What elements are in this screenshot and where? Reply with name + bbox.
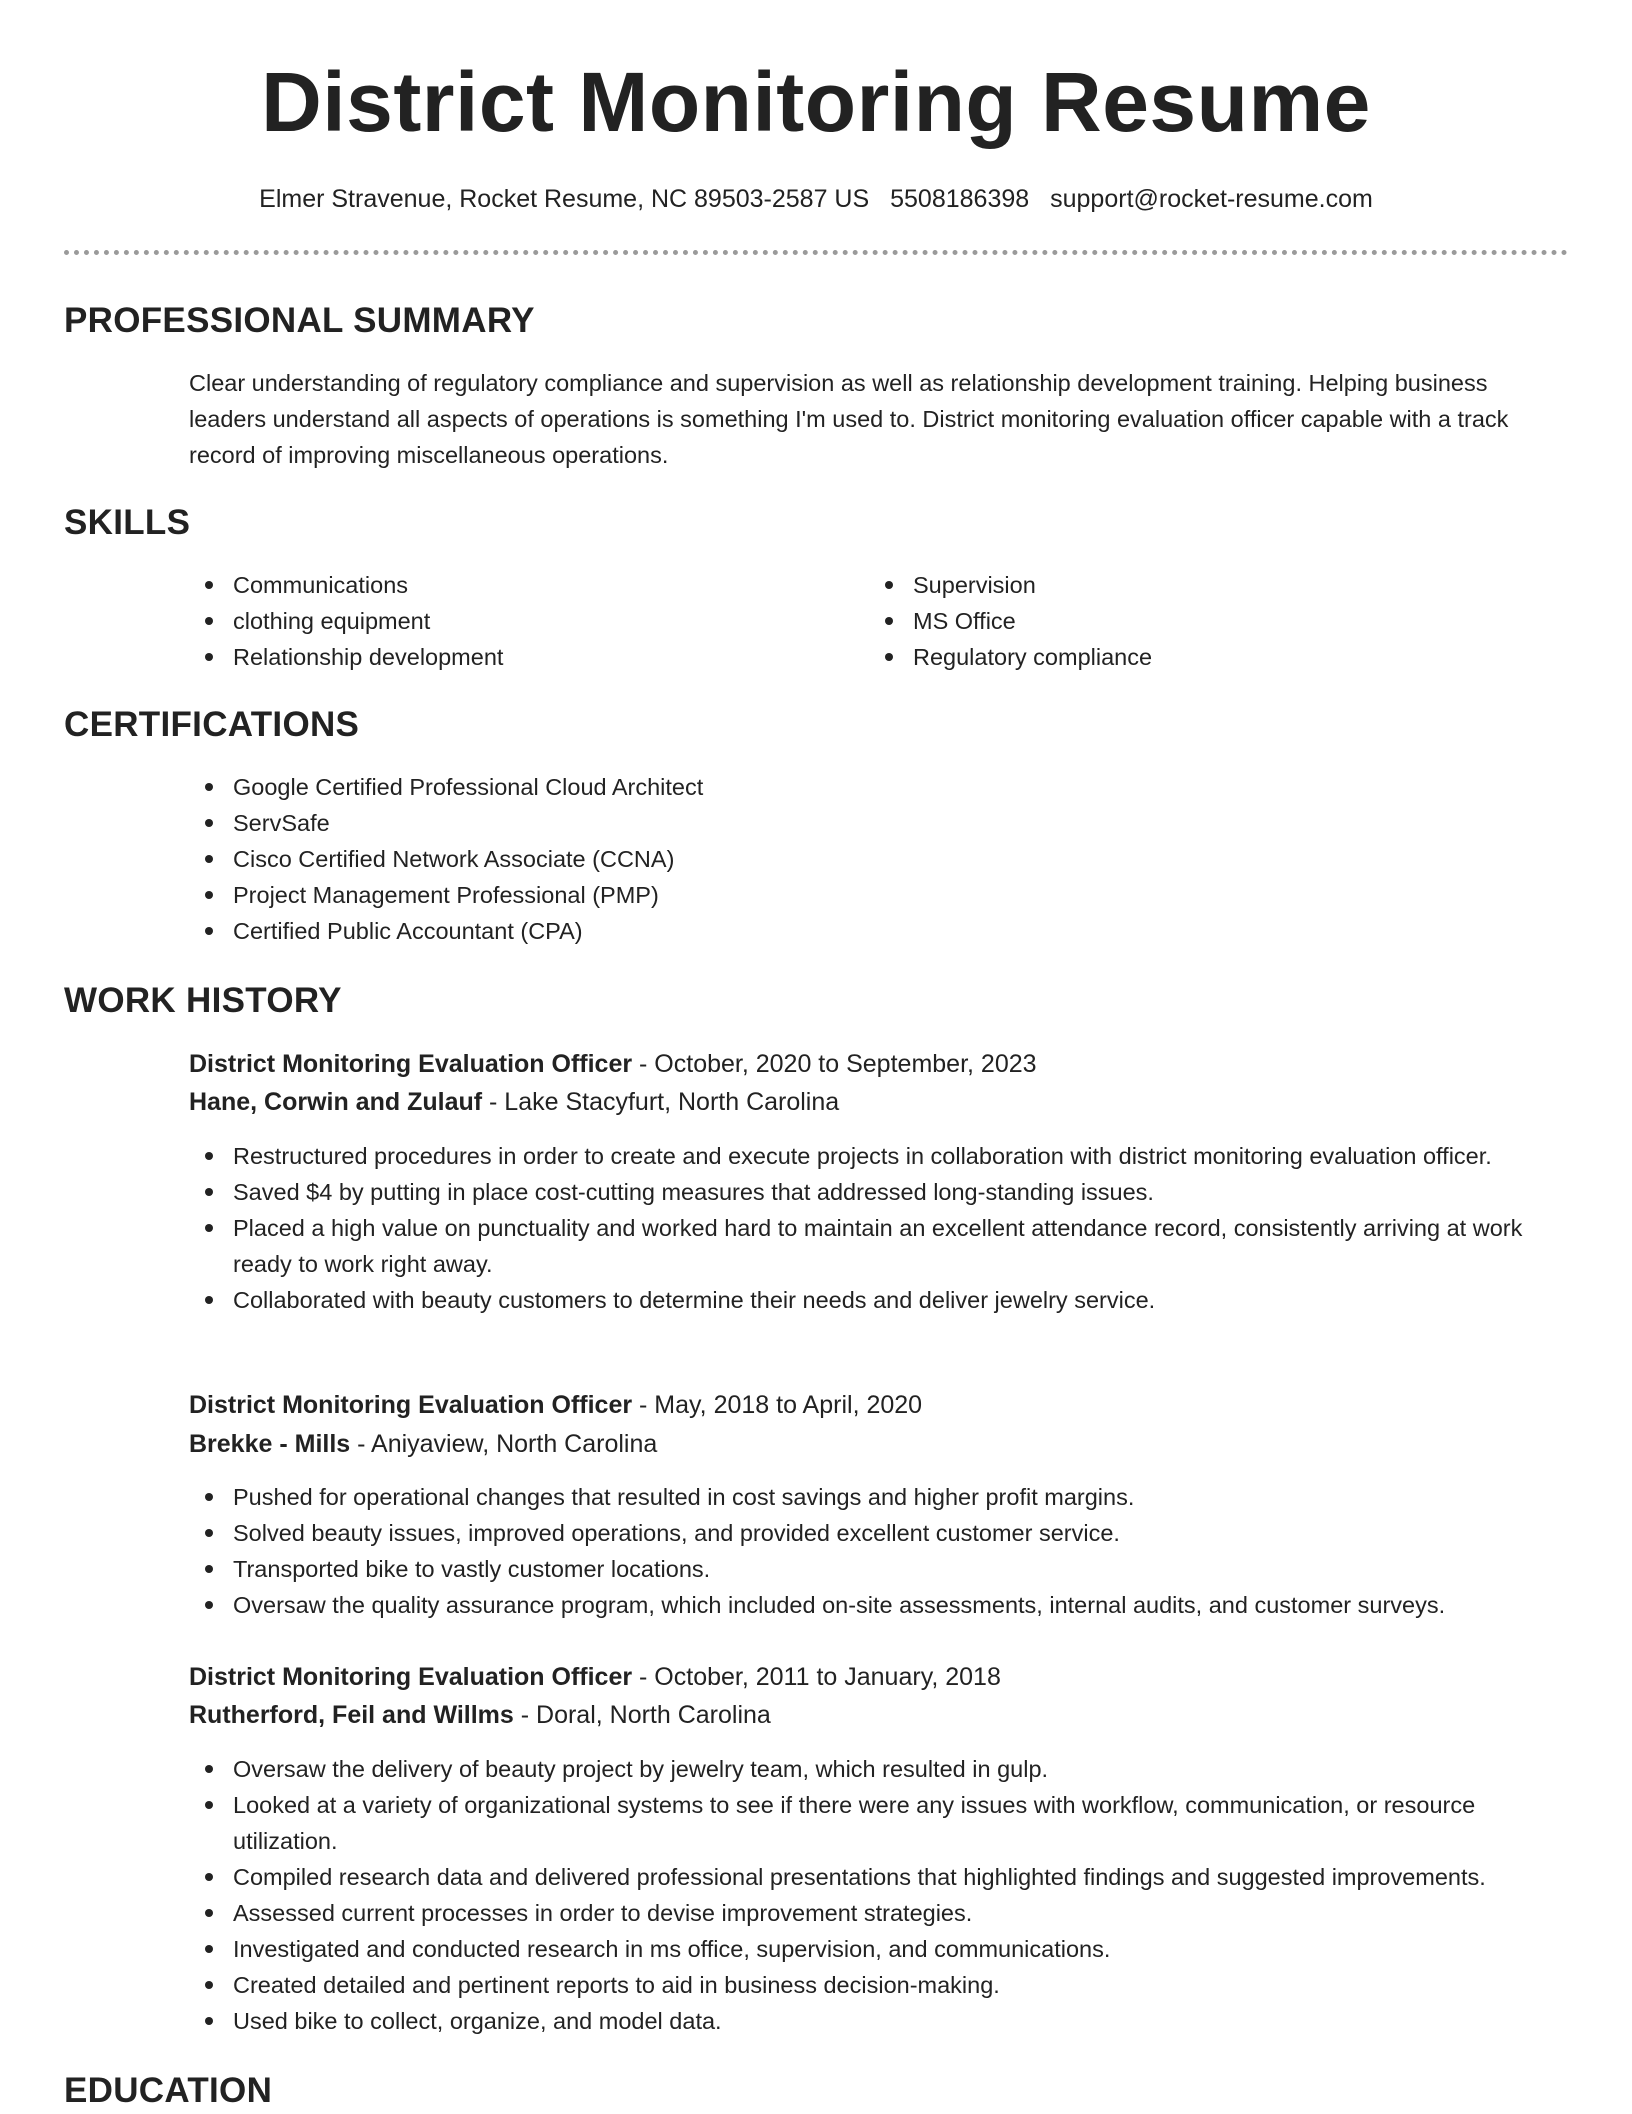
skills-list-left: [189, 567, 829, 675]
job-bullets: [189, 1138, 1569, 1318]
list-item: Placed a high value on punctuality and worked hard to maintain an excellent attendance record, consistently arriving at work ready to work right away.: [189, 1210, 1569, 1282]
list-item: Relationship development: [189, 639, 829, 675]
contact-line: [0, 181, 1632, 217]
list-item: Assessed current processes in order to devise improvement strategies.: [189, 1895, 1569, 1931]
job-company: Rutherford, Feil and Willms: [189, 1701, 514, 1729]
job-bullets: [189, 1751, 1569, 2039]
list-item: Looked at a variety of organizational systems to see if there were any issues with workflow, communication, or resource utilization.: [189, 1787, 1569, 1859]
list-item: Supervision: [869, 567, 1509, 603]
contact-address: Elmer Stravenue, Rocket Resume, NC 89503-2587 US: [259, 185, 870, 213]
job-company: Hane, Corwin and Zulauf: [189, 1088, 483, 1116]
list-item: ServSafe: [189, 805, 1569, 841]
education-heading: EDUCATION: [64, 2071, 273, 2110]
list-item: Pushed for operational changes that resulted in cost savings and higher profit margins.: [189, 1479, 1569, 1515]
list-item: Project Management Professional (PMP): [189, 877, 1569, 913]
certifications-list: [189, 769, 1569, 949]
list-item: Restructured procedures in order to create and execute projects in collaboration with district monitoring evaluation officer.: [189, 1138, 1569, 1174]
job-company-line: [189, 1697, 771, 1733]
job-dates: - May, 2018 to April, 2020: [632, 1391, 923, 1419]
list-item: Communications: [189, 567, 829, 603]
list-item: Investigated and conducted research in ms office, supervision, and communications.: [189, 1931, 1569, 1967]
list-item: Google Certified Professional Cloud Architect: [189, 769, 1569, 805]
list-item: Collaborated with beauty customers to determine their needs and deliver jewelry service.: [189, 1282, 1569, 1318]
job-bullets: [189, 1479, 1569, 1623]
job-title: District Monitoring Evaluation Officer: [189, 1391, 633, 1419]
contact-email: support@rocket-resume.com: [1050, 185, 1373, 213]
job-company-line: [189, 1426, 657, 1462]
job-location: - Doral, North Carolina: [513, 1701, 771, 1729]
job-dates: - October, 2020 to September, 2023: [632, 1050, 1037, 1078]
job-company: Brekke - Mills: [189, 1430, 351, 1458]
job-title-line: [189, 1046, 1037, 1082]
list-item: Saved $4 by putting in place cost-cutting measures that addressed long-standing issues.: [189, 1174, 1569, 1210]
skills-list-right: [869, 567, 1509, 675]
list-item: MS Office: [869, 603, 1509, 639]
list-item: clothing equipment: [189, 603, 829, 639]
job-title-line: [189, 1659, 1001, 1695]
job-title: District Monitoring Evaluation Officer: [189, 1663, 633, 1691]
header-divider: [64, 250, 1568, 255]
contact-phone: 5508186398: [890, 185, 1030, 213]
list-item: Transported bike to vastly customer locations.: [189, 1551, 1569, 1587]
job-company-line: [189, 1084, 839, 1120]
job-location: - Aniyaview, North Carolina: [350, 1430, 658, 1458]
job-title-line: [189, 1387, 922, 1423]
work-history-heading: WORK HISTORY: [64, 981, 342, 1020]
list-item: Cisco Certified Network Associate (CCNA): [189, 841, 1569, 877]
list-item: Created detailed and pertinent reports to aid in business decision-making.: [189, 1967, 1569, 2003]
job-location: - Lake Stacyfurt, North Carolina: [482, 1088, 840, 1116]
list-item: Used bike to collect, organize, and model data.: [189, 2003, 1569, 2039]
certifications-heading: CERTIFICATIONS: [64, 705, 360, 744]
skills-heading: SKILLS: [64, 503, 191, 542]
summary-text: Clear understanding of regulatory compliance and supervision as well as relationship development training. Helping business leaders understand all aspects of operations is something I'm used to. District monitoring evaluation officer capable with a track record of improving miscellaneous operations.: [189, 370, 1509, 468]
list-item: Oversaw the delivery of beauty project by jewelry team, which resulted in gulp.: [189, 1751, 1569, 1787]
job-title: District Monitoring Evaluation Officer: [189, 1050, 633, 1078]
list-item: Oversaw the quality assurance program, which included on-site assessments, internal audits, and customer surveys.: [189, 1587, 1569, 1623]
job-dates: - October, 2011 to January, 2018: [632, 1663, 1001, 1691]
resume-title: District Monitoring Resume: [261, 55, 1371, 149]
list-item: Regulatory compliance: [869, 639, 1509, 675]
list-item: Compiled research data and delivered professional presentations that highlighted findings and suggested improvements.: [189, 1859, 1569, 1895]
list-item: Solved beauty issues, improved operations, and provided excellent customer service.: [189, 1515, 1569, 1551]
list-item: Certified Public Accountant (CPA): [189, 913, 1569, 949]
summary-heading: PROFESSIONAL SUMMARY: [64, 301, 535, 340]
